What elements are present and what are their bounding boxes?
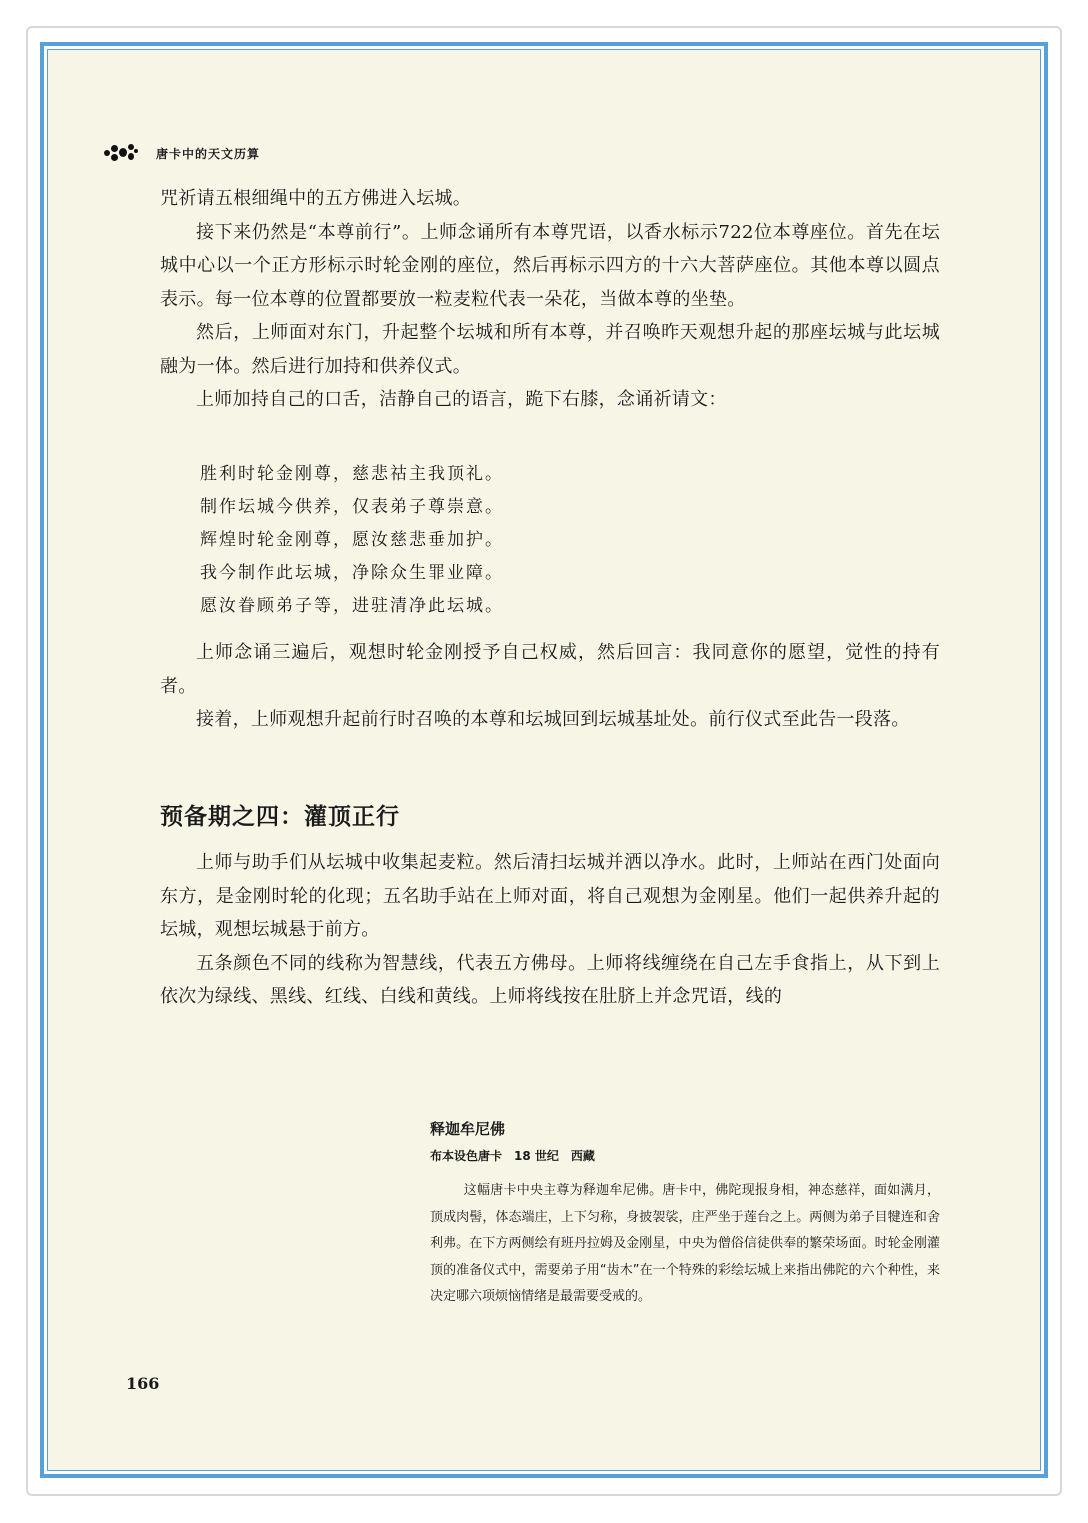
paragraph: 然后，上师面对东门，升起整个坛城和所有本尊，并召唤昨天观想升起的那座坛城与此坛城融为一体。然后进行加持和供养仪式。 [160, 322, 940, 377]
running-title: 唐卡中的天文历算 [156, 146, 261, 161]
paragraph: 五条颜色不同的线称为智慧线，代表五方佛母。上师将线缠绕在自己左手食指上，从下到上依次为绿线、黑线、红线、白线和黄线。上师将线按在肚脐上并念咒语，线的 [160, 952, 940, 1007]
verse-line: 我今制作此坛城，净除众生罪业障。 [200, 563, 504, 583]
page-number: 166 [126, 1374, 160, 1393]
verse-line: 辉煌时轮金刚尊，愿汝慈悲垂加护。 [200, 530, 504, 550]
paragraph: 上师念诵三遍后，观想时轮金刚授予自己权威，然后回言：我同意你的愿望，觉性的持有者。 [160, 642, 940, 697]
caption-subtitle: 布本设色唐卡 18 世纪 西藏 [430, 1149, 595, 1163]
caption-body: 这幅唐卡中央主尊为释迦牟尼佛。唐卡中，佛陀现报身相，神态慈祥，面如满月，顶成肉髻，体态端庄，上下匀称，身披袈裟，庄严坐于莲台之上。两侧为弟子目犍连和舍利弗。在下方两侧绘有班丹拉姆及金刚星，中央为僧俗信徒供奉的繁荣场面。时轮金刚灌顶的准备仪式中，需要弟子用“齿木”在一个特殊的彩绘坛城上来指出佛陀的六个种性，来决定哪六项烦恼情绪是最需要受戒的。 [430, 1183, 940, 1304]
ornament-logo-icon [104, 142, 138, 164]
paragraph: 上师加持自己的口舌，洁静自己的语言，跪下右膝，念诵祈请文： [196, 389, 727, 410]
verse-line: 制作坛城今供养，仅表弟子尊崇意。 [200, 497, 504, 517]
verse-line: 愿汝眷顾弟子等，进驻清净此坛城。 [200, 596, 504, 616]
running-header [104, 140, 260, 166]
body-text-middle [160, 636, 940, 737]
paragraph: 接下来仍然是“本尊前行”。上师念诵所有本尊咒语，以香水标示722位本尊座位。首先在坛城中心以一个正方形标示时轮金刚的座位，然后再标示四方的十六大菩萨座位。其他本尊以圆点表示。每一位本尊的位置都要放一粒麦粒代表一朵花，当做本尊的坐垫。 [160, 221, 940, 310]
paragraph: 咒祈请五根细绳中的五方佛进入坛城。 [160, 188, 472, 209]
body-text-top [160, 182, 940, 417]
prayer-verse [200, 458, 800, 623]
section-heading: 预备期之四：灌顶正行 [160, 804, 400, 830]
verse-line: 胜利时轮金刚尊，慈悲祜主我顶礼。 [200, 464, 504, 484]
paragraph: 接着，上师观想升起前行时召唤的本尊和坛城回到坛城基址处。前行仪式至此告一段落。 [196, 709, 910, 730]
caption-title: 释迦牟尼佛 [430, 1120, 506, 1138]
paragraph: 上师与助手们从坛城中收集起麦粒。然后清扫坛城并洒以净水。此时，上师站在西门处面向东方，是金刚时轮的化现；五名助手站在上师对面，将自己观想为金刚星。他们一起供养升起的坛城，观想坛城悬于前方。 [160, 852, 940, 940]
body-text-bottom [160, 846, 940, 1014]
